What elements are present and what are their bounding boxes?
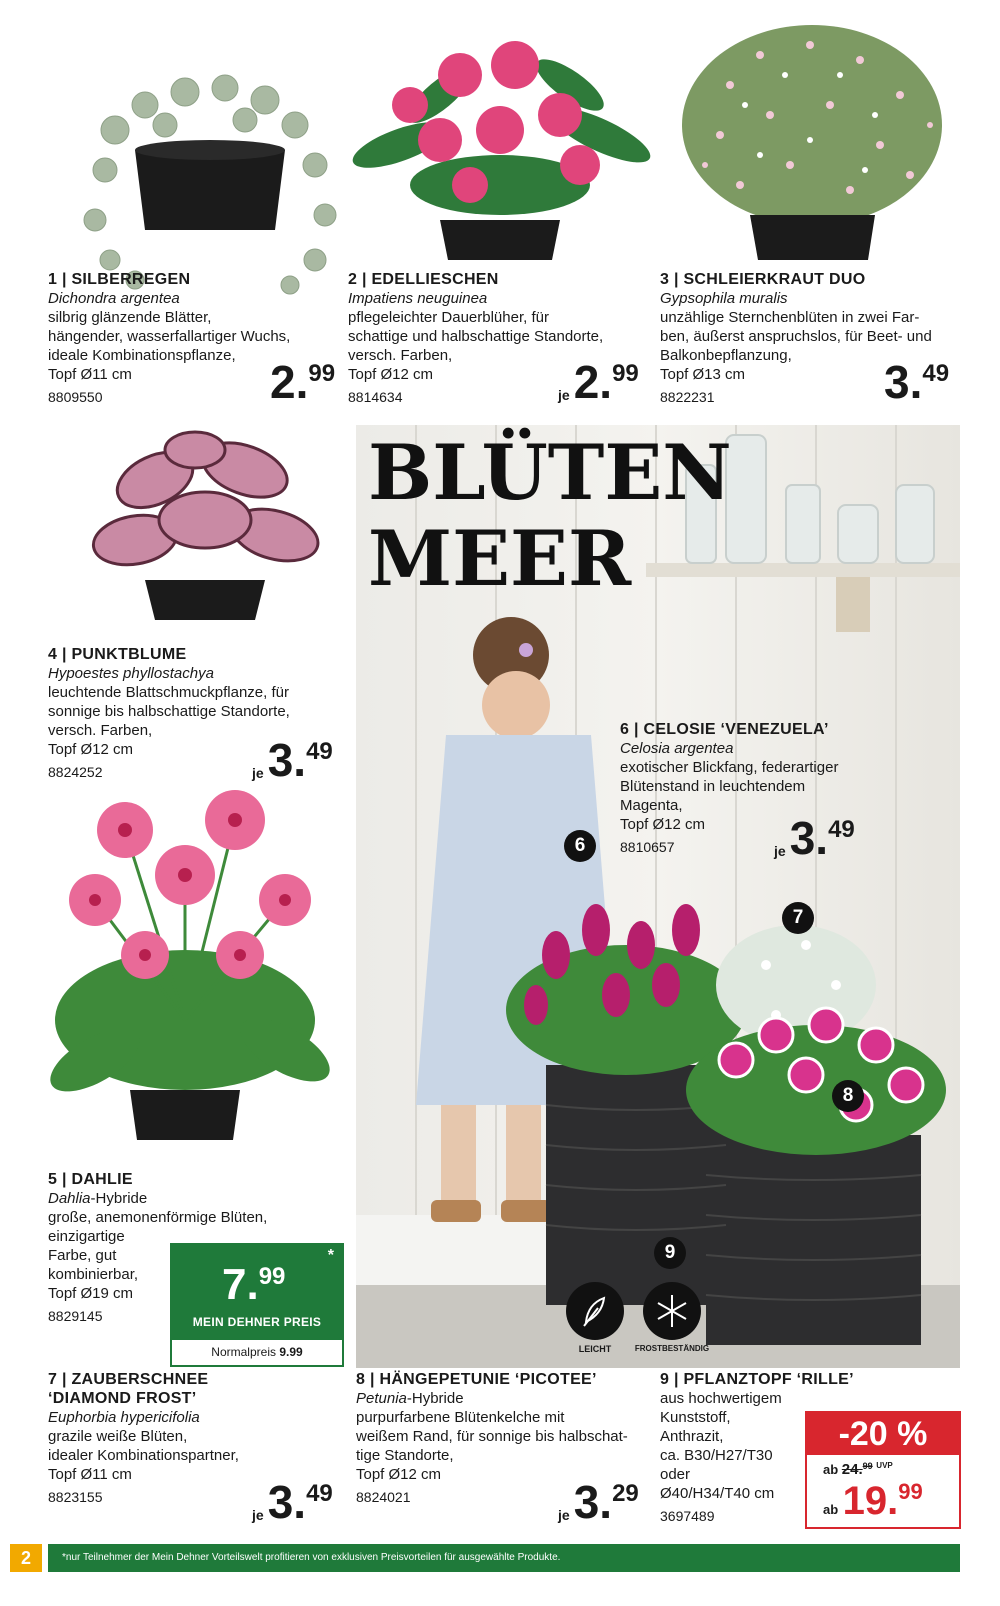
price-6 [774,812,855,864]
mein-dehner-preis-label: MEIN DEHNER PREIS [192,1315,322,1329]
article-number: 8822231 [660,389,715,405]
dehner-price-box [170,1243,344,1367]
price-3 [884,356,950,408]
product-title: 4 | PUNKTBLUME [48,646,187,663]
product-desc-line: versch. Farben, [348,347,453,364]
product-title: 6 | CELOSIE ‘VENEZUELA’ [620,721,829,738]
marker-8: 8 [832,1080,864,1112]
product-title: 2 | EDELLIESCHEN [348,271,499,288]
price-decimal: 49 [306,1480,333,1507]
product-6 [620,720,900,857]
product-desc-line: schattige und halbschattige Standorte, [348,328,604,345]
product-desc-line: ca. B30/H27/T30 [660,1447,773,1464]
product-desc-line: Topf Ø11 cm [48,366,132,383]
product-desc-line: kombinierbar, [48,1266,139,1283]
headline-line-1: BLÜTEN [368,428,732,517]
product-desc-line: Topf Ø19 cm [48,1285,134,1302]
price-integer: 3. [789,812,829,864]
price-decimal: 99 [612,360,639,387]
dahlie-plant-image [35,770,335,1140]
leicht-badge [565,1282,625,1360]
product-desc-line: idealer Kombinationspartner, [48,1447,239,1464]
product-title: 1 | SILBERREGEN [48,271,191,288]
article-number: 8809550 [48,389,103,405]
article-number: 8824021 [356,1489,411,1505]
product-desc-line: versch. Farben, [48,722,153,739]
product-title-line-2: ‘DIAMOND FROST’ [48,1390,197,1407]
headline-line-2: MEER [368,514,632,603]
product-desc-line: Topf Ø11 cm [48,1466,132,1483]
price-je: je [252,1507,264,1523]
marker-6: 6 [564,830,596,862]
product-desc-line: Magenta, [620,797,683,814]
old-price-decimal: 99 [862,1461,873,1471]
product-desc-line: Topf Ø12 cm [348,366,434,383]
price-decimal: 99 [258,1263,286,1290]
dehner-price-panel [172,1245,342,1340]
product-desc-line: unzählige Sternchenblüten in zwei Far- [660,309,920,326]
marker-7: 7 [782,902,814,934]
product-latin-name: Euphorbia hypericifolia [48,1409,200,1426]
price-decimal: 99 [308,360,336,387]
price-4 [252,734,333,786]
new-price-ab: ab [823,1502,839,1517]
feather-icon [566,1282,624,1340]
product-title: 3 | SCHLEIERKRAUT DUO [660,271,866,288]
price-1 [270,356,336,408]
product-desc-line: große, anemonenförmige Blüten, [48,1209,268,1226]
product-title: 5 | DAHLIE [48,1171,133,1188]
product-latin-name: Celosia argentea [620,740,734,757]
schleierkraut-plant-image [670,15,955,260]
product-desc-line: Anthrazit, [660,1428,724,1445]
footer-note: *nur Teilnehmer der Mein Dehner Vorteilswelt profitieren von exklusiven Preisvorteilen für ausgewählte Produkte. [48,1544,960,1572]
product-desc-line: Balkonbepflanzung, [660,347,792,364]
page-number: 2 [10,1544,42,1572]
price-8 [558,1476,639,1528]
price-je: je [558,1507,570,1523]
price-integer: 3. [267,734,307,786]
product-desc-line: purpurfarbene Blütenkelche mit [356,1409,565,1426]
product-desc-line: Topf Ø12 cm [620,816,706,833]
product-desc-line: hängender, wasserfallartiger Wuchs, [48,328,291,345]
product-desc-line: oder [660,1466,691,1483]
frostbestaendig-label: FROSTBESTÄNDIG [634,1344,710,1353]
product-latin-name: Gypsophila muralis [660,290,788,307]
price-je: je [558,387,570,403]
product-desc-line: silbrig glänzende Blätter, [48,309,212,326]
price-je: je [774,843,786,859]
product-desc-line: Ø40/H34/T40 cm [660,1485,775,1502]
product-desc-line: sonnige bis halbschattige Standorte, [48,703,290,720]
price-2 [558,356,639,408]
old-price-ab: ab [823,1462,839,1477]
product-latin-name: Petunia [356,1390,407,1407]
leicht-label: LEICHT [578,1344,612,1354]
price-decimal: 49 [828,816,855,843]
product-desc-line: ideale Kombinationspflanze, [48,347,236,364]
article-number: 8814634 [348,389,403,405]
product-desc-line: Topf Ø13 cm [660,366,746,383]
normalpreis-label: Normalpreis [211,1345,276,1359]
normalpreis-value: 9.99 [279,1345,303,1359]
product-latin-suffix: -Hybride [90,1190,148,1207]
price-integer: 2. [573,356,613,408]
product-desc-line: grazile weiße Blüten, [48,1428,188,1445]
price-integer: 3. [267,1476,307,1528]
product-desc-line: Topf Ø12 cm [356,1466,442,1483]
product-desc-line: tige Standorte, [356,1447,454,1464]
product-desc-line: weißem Rand, für sonnige bis halbschat- [356,1428,628,1445]
price-decimal: 49 [922,360,950,387]
silberregen-plant-image [75,70,345,300]
article-number: 8823155 [48,1489,103,1505]
product-latin-suffix: -Hybride [406,1390,464,1407]
frostbestaendig-badge [632,1282,712,1360]
new-price-decimal: 99 [898,1479,923,1504]
product-latin-name: Dahlia [48,1190,91,1207]
product-latin-name: Dichondra argentea [48,290,180,307]
sale-price-box [805,1411,961,1529]
uvp-label: UVP [876,1461,893,1470]
price-integer: 2. [270,356,309,408]
product-title: 7 | ZAUBERSCHNEE [48,1371,209,1388]
product-desc-line: pflegeleichter Dauerblüher, für [348,309,549,326]
asterisk: * [327,1247,334,1264]
old-price-integer: 24. [841,1461,863,1478]
edellieschen-plant-image [340,15,660,260]
product-title: 9 | PFLANZTOPF ‘RILLE’ [660,1371,854,1388]
product-desc-line: aus hochwertigem [660,1390,782,1407]
price-7 [252,1476,333,1528]
price-je: je [252,765,264,781]
price-integer: 3. [884,356,923,408]
new-price-integer: 19. [842,1479,899,1523]
article-number: 8824252 [48,764,103,780]
product-latin-name: Impatiens neuguinea [348,290,488,307]
product-5 [48,1170,268,1326]
product-desc-line: Blütenstand in leuchtendem [620,778,806,795]
product-latin-name: Hypoestes phyllostachya [48,665,214,682]
discount-percent: -20 % [807,1413,959,1455]
price-integer: 3. [573,1476,613,1528]
article-number: 3697489 [660,1508,715,1524]
product-desc-line: ben, äußerst anspruchslos, für Beet- und [660,328,932,345]
product-title: 8 | HÄNGEPETUNIE ‘PICOTEE’ [356,1371,597,1388]
product-desc-line: einzigartige [48,1228,125,1245]
product-desc-line: leuchtende Blattschmuckpflanze, für [48,684,289,701]
snowflake-icon [643,1282,701,1340]
product-desc-line: Kunststoff, [660,1409,731,1426]
price-decimal: 29 [612,1480,639,1507]
punktblume-plant-image [75,420,335,620]
article-number: 8810657 [620,839,675,855]
price-decimal: 49 [306,738,333,765]
headline [368,430,732,602]
article-number: 8829145 [48,1308,103,1324]
product-desc-line: Farbe, gut [48,1247,117,1264]
product-desc-line: Topf Ø12 cm [48,741,134,758]
price-integer: 7. [222,1260,259,1309]
product-desc-line: exotischer Blickfang, federartiger [620,759,839,776]
marker-9: 9 [654,1237,686,1269]
